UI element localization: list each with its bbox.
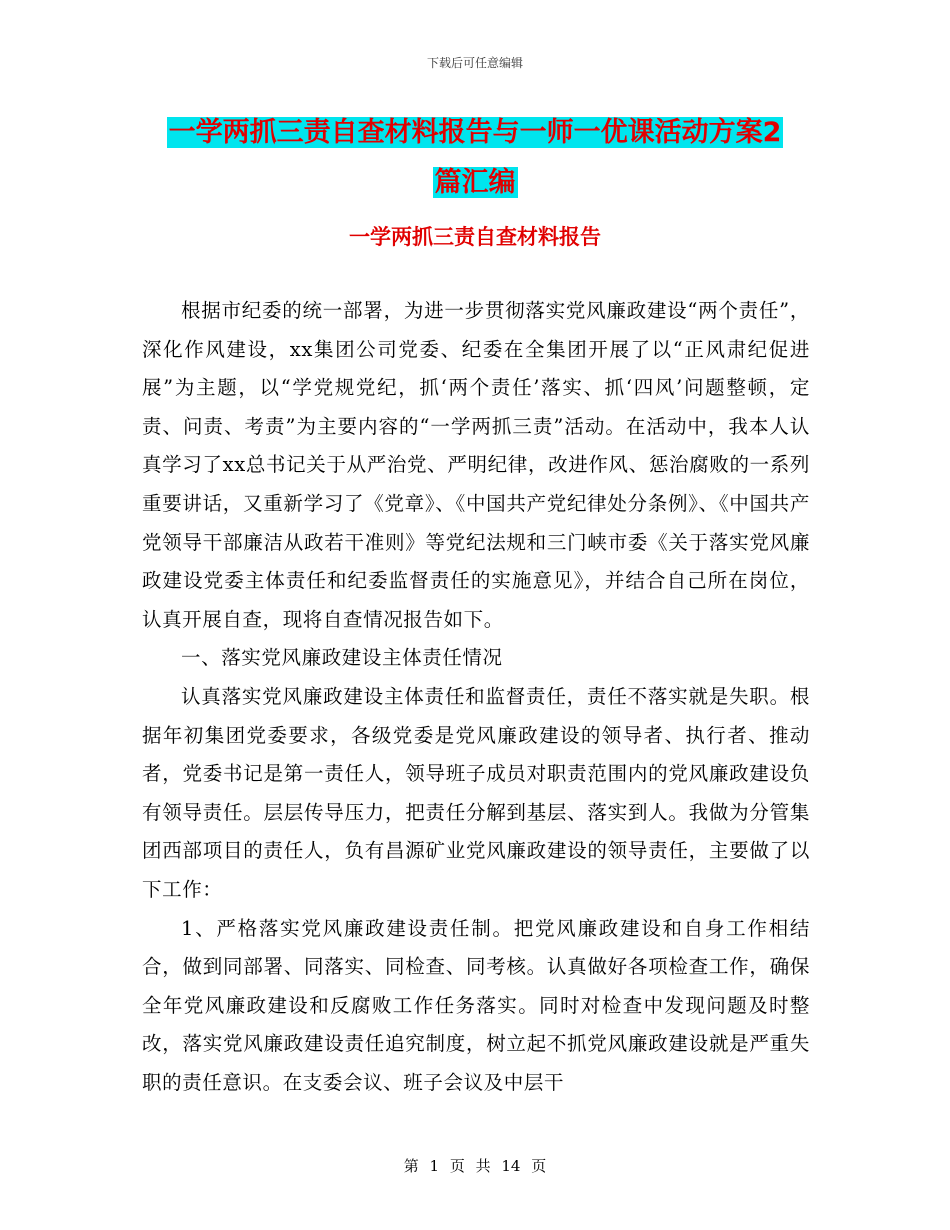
paragraph: 认真落实党风廉政建设主体责任和监督责任，责任不落实就是失职。根据年初集团党委要求，各级党委是党风廉政建设的领导者、执行者、推动者，党委书记是第一责任人，领导班子成员对职责范围内的党风廉政建设负有领导责任。层层传导压力，把责任分解到基层、落实到人。我做为分管集团西部项目的责任人，负有昌源矿业党风廉政建设的领导责任，主要做了以下工作：	[142, 684, 810, 901]
document-title	[0, 108, 950, 208]
document-title-line-1: 一学两抓三责自查材料报告与一师一优课活动方案2	[168, 117, 782, 148]
paragraph: 1、严格落实党风廉政建设责任制。把党风廉政建设和自身工作相结合，做到同部署、同落实、同检查、同考核。认真做好各项检查工作，确保全年党风廉政建设和反腐败工作任务落实。同时对检查中发现问题及时整改，落实党风廉政建设责任追究制度，树立起不抓党风廉政建设就是严重失职的责任意识。在支委会议、班子会议及中层干	[142, 916, 810, 1094]
page-number: 第 1 页 共 14 页	[403, 1157, 547, 1175]
paragraph-heading: 一、落实党风廉政建设主体责任情况	[181, 646, 503, 670]
paragraph: 根据市纪委的统一部署，为进一步贯彻落实党风廉政建设“两个责任”，深化作风建设，xx集团公司党委、纪委在全集团开展了以“正风肃纪促进展”为主题，以“学党规党纪，抓‘两个责任’落实、抓‘四风’问题整顿，定责、问责、考责”为主要内容的“一学两抓三责”活动。在活动中，我本人认真学习了xx总书记关于从严治党、严明纪律，改进作风、惩治腐败的一系列重要讲话，又重新学习了《党章》、《中国共产党纪律处分条例》、《中国共产党领导干部廉洁从政若干准则》等党纪法规和三门峡市委《关于落实党风廉政建设党委主体责任和纪委监督责任的实施意见》，并结合自己所在岗位，认真开展自查，现将自查情况报告如下。	[142, 299, 810, 631]
document-title-line-2: 篇汇编	[434, 167, 516, 198]
header-note: 下载后可任意编辑	[426, 56, 523, 70]
body-text	[142, 292, 810, 1102]
section-title: 一学两抓三责自查材料报告	[349, 225, 601, 249]
